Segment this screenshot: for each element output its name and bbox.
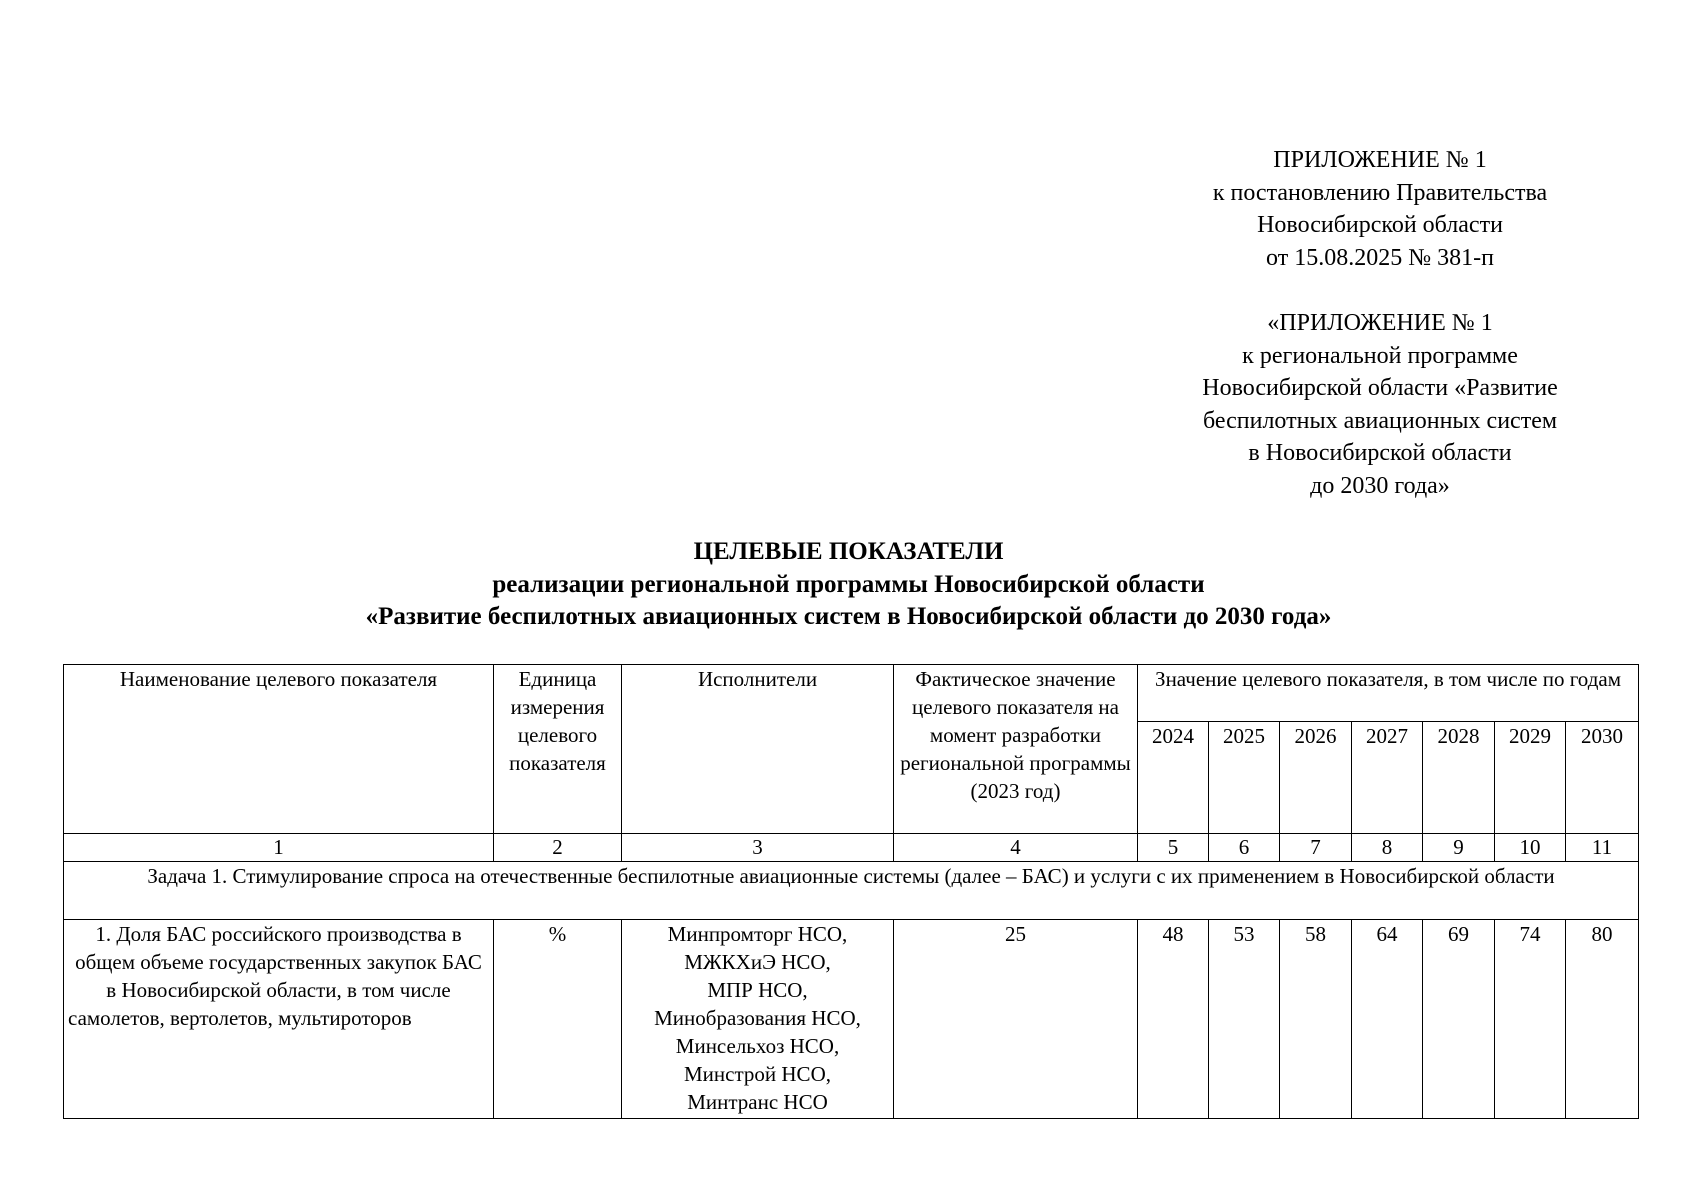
column-number: 3	[622, 834, 894, 862]
column-number: 6	[1209, 834, 1280, 862]
indicator-name: 1. Доля БАС российского производства в общем объеме государственных закупок БАС в Новосибирской области, в том числе самолетов, вертолетов, мультироторов	[64, 920, 494, 1119]
indicator-year-value: 74	[1495, 920, 1566, 1119]
header-year: 2030	[1566, 722, 1639, 834]
header-executors: Исполнители	[622, 665, 894, 834]
appendix-line: от 15.08.2025 № 381-п	[1266, 244, 1494, 271]
indicator-actual-value: 25	[894, 920, 1138, 1119]
executor-item: Минсельхоз НСО,	[675, 1034, 840, 1058]
title-program-name: «Развитие беспилотных авиационных систем в Новосибирской области до 2030 года»	[365, 603, 1332, 630]
header-year: 2026	[1280, 722, 1352, 834]
header-target-values: Значение целевого показателя, в том числе по годам	[1138, 665, 1639, 722]
appendix-header	[1140, 144, 1620, 274]
column-number: 9	[1423, 834, 1495, 862]
column-number: 4	[894, 834, 1138, 862]
appendix-line: беспилотных авиационных систем	[1202, 407, 1558, 434]
executor-item: Минтранс НСО	[687, 1090, 828, 1114]
appendix-line: к региональной программе	[1242, 342, 1518, 369]
header-actual-value: Фактическое значение целевого показателя на момент разработки региональной программы (2023 год)	[894, 665, 1138, 834]
indicator-year-value: 58	[1280, 920, 1352, 1119]
task-description: Задача 1. Стимулирование спроса на отечественные беспилотные авиационные системы (далее – БАС) и услуги с их применением в Новосибирской области	[64, 862, 1639, 920]
header-year: 2025	[1209, 722, 1280, 834]
column-number: 5	[1138, 834, 1209, 862]
indicator-year-value: 48	[1138, 920, 1209, 1119]
indicator-year-value: 53	[1209, 920, 1280, 1119]
executor-item: Минобразования НСО,	[654, 1006, 861, 1030]
executor-item: МПР НСО,	[707, 978, 808, 1002]
column-number-row	[64, 834, 1639, 862]
column-number: 2	[494, 834, 622, 862]
executor-item: МЖКХиЭ НСО,	[684, 950, 831, 974]
indicator-year-value: 80	[1566, 920, 1639, 1119]
header-year: 2029	[1495, 722, 1566, 834]
title-subtitle: реализации региональной программы Новосибирской области	[492, 570, 1205, 598]
header-unit: Единица измерения целевого показателя	[494, 665, 622, 834]
executor-item: Минстрой НСО,	[684, 1062, 831, 1086]
appendix-line: к постановлению Правительства	[1212, 179, 1548, 206]
target-indicators-table	[63, 664, 1639, 1119]
appendix-line: в Новосибирской области	[1248, 440, 1512, 466]
executor-item: Минпромторг НСО,	[667, 922, 848, 946]
title-main: ЦЕЛЕВЫЕ ПОКАЗАТЕЛИ	[693, 538, 1004, 565]
header-year: 2027	[1352, 722, 1423, 834]
appendix-line: Новосибирской области «Развитие	[1202, 375, 1558, 401]
indicator-year-value: 64	[1352, 920, 1423, 1119]
column-number: 10	[1495, 834, 1566, 862]
header-name: Наименование целевого показателя	[64, 665, 494, 834]
header-row	[64, 665, 1639, 722]
indicator-executors	[622, 920, 894, 1119]
appendix-line: Новосибирской области	[1257, 212, 1503, 238]
table-row	[64, 920, 1639, 1119]
appendix-line: ПРИЛОЖЕНИЕ № 1	[1273, 147, 1487, 173]
header-year: 2028	[1423, 722, 1495, 834]
column-number: 11	[1566, 834, 1639, 862]
indicator-unit: %	[494, 920, 622, 1119]
column-number: 1	[64, 834, 494, 862]
appendix-line: «ПРИЛОЖЕНИЕ № 1	[1267, 310, 1493, 336]
appendix-line: до 2030 года»	[1310, 472, 1450, 499]
column-number: 8	[1352, 834, 1423, 862]
column-number: 7	[1280, 834, 1352, 862]
document-title	[0, 536, 1697, 634]
indicator-year-value: 69	[1423, 920, 1495, 1119]
program-appendix-header	[1140, 307, 1620, 502]
task-row	[64, 862, 1639, 920]
header-year: 2024	[1138, 722, 1209, 834]
